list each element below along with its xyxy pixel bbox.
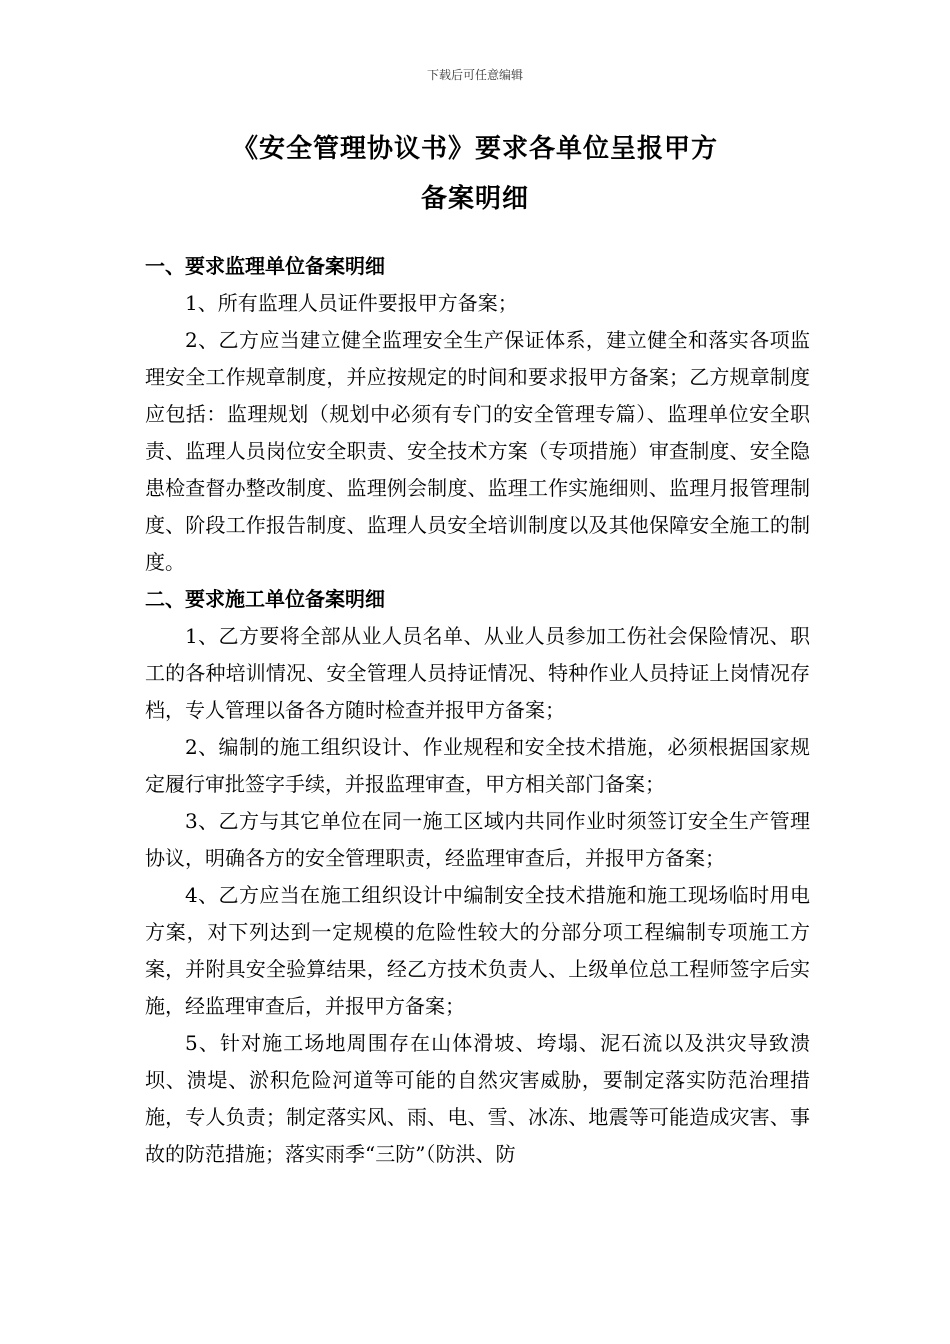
paragraph: 5、针对施工场地周围存在山体滑坡、垮塌、泥石流以及洪灾导致溃坝、溃堤、淤积危险河道等可能的自然灾害威胁，要制定落实防范治理措施，专人负责；制定落实风、雨、电、雪、冰冻、地震等可能造成灾害、事故的防范措施；落实雨季“三防”（防洪、防 (145, 1031, 810, 1166)
paragraph: 1、所有监理人员证件要报甲方备案； (185, 291, 518, 315)
section-supervision (145, 248, 810, 581)
paragraph: 2、乙方应当建立健全监理安全生产保证体系，建立健全和落实各项监理安全工作规章制度，并应按规定的时间和要求报甲方备案；乙方规章制度应包括：监理规划（规划中必须有专门的安全管理专篇）、监理单位安全职责、监理人员岗位安全职责、安全技术方案（专项措施）审查制度、安全隐患检查督办整改制度、监理例会制度、监理工作实施细则、监理月报管理制度、阶段工作报告制度、监理人员安全培训制度以及其他保障安全施工的制度。 (145, 328, 810, 574)
header-note: 下载后可任意编辑 (426, 68, 523, 82)
paragraph: 1、乙方要将全部从业人员名单、从业人员参加工伤社会保险情况、职工的各种培训情况、安全管理人员持证情况、特种作业人员持证上岗情况存档，专人管理以备各方随时检查并报甲方备案； (145, 624, 810, 722)
paragraph: 3、乙方与其它单位在同一施工区域内共同作业时须签订安全生产管理协议，明确各方的安全管理职责，经监理审查后，并报甲方备案； (145, 809, 810, 870)
paragraph: 4、乙方应当在施工组织设计中编制安全技术措施和施工现场临时用电方案，对下列达到一定规模的危险性较大的分部分项工程编制专项施工方案，并附具安全验算结果，经乙方技术负责人、上级单位总工程师签字后实施，经监理审查后，并报甲方备案； (145, 883, 810, 1018)
document-title-line-1: 《安全管理协议书》要求各单位呈报甲方 (231, 134, 718, 164)
section-heading: 一、要求监理单位备案明细 (145, 254, 385, 278)
section-heading: 二、要求施工单位备案明细 (145, 587, 385, 611)
document-body (145, 248, 810, 1173)
document-title-line-2: 备案明细 (420, 184, 529, 214)
section-construction (145, 581, 810, 1173)
paragraph: 2、编制的施工组织设计、作业规程和安全技术措施，必须根据国家规定履行审批签字手续，并报监理审查，甲方相关部门备案； (145, 735, 810, 796)
